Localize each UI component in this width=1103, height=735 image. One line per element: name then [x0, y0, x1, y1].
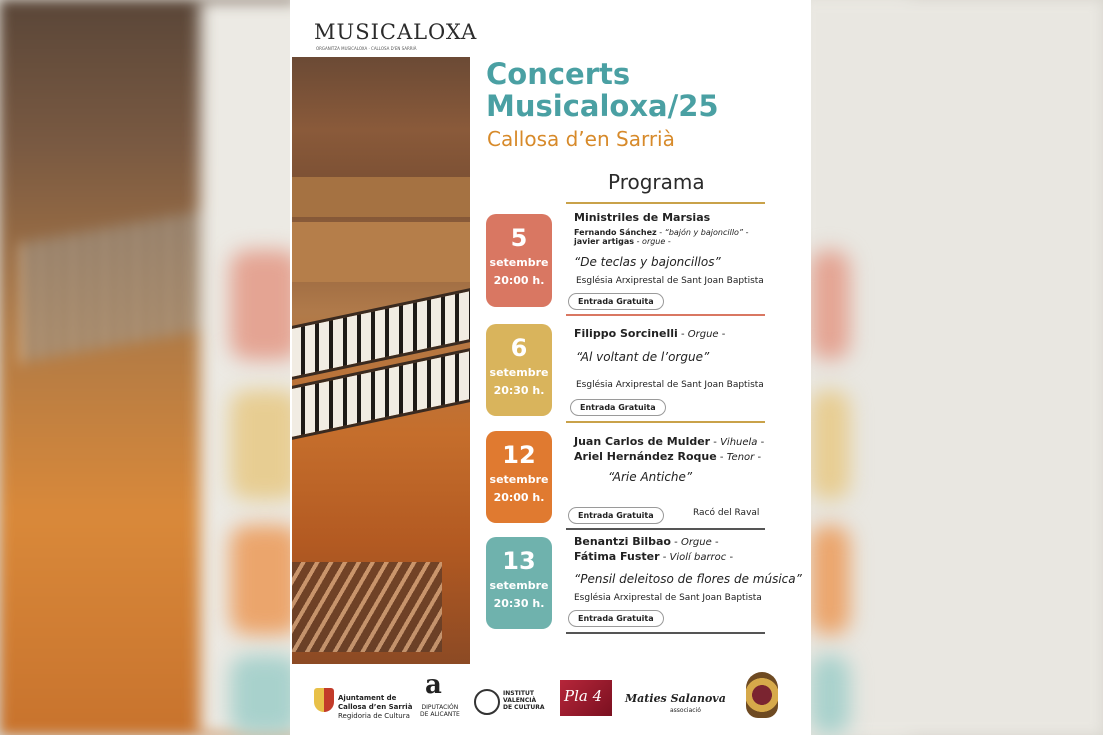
- title-line-1: Concerts: [486, 57, 631, 91]
- performer-name: Fernando Sánchez: [574, 228, 657, 237]
- date-box-12: [486, 431, 552, 523]
- poster-subtitle: Callosa d’en Sarrià: [487, 127, 675, 151]
- performer-name: Filippo Sorcinelli: [574, 327, 678, 340]
- venue: Racó del Raval: [693, 508, 760, 518]
- event-month: setembre: [489, 473, 549, 486]
- performer-role: Vihuela: [720, 437, 758, 448]
- divider: [566, 528, 765, 530]
- performer-role: orgue: [642, 237, 666, 246]
- performer-role: Tenor: [726, 452, 755, 463]
- event-3-details: Juan Carlos de Mulder - Vihuela - Ariel Hernández Roque - Tenor -: [574, 435, 765, 463]
- concert-poster: [290, 0, 811, 735]
- event-month: setembre: [489, 579, 549, 592]
- diputacion-logo: DIPUTACIÓN DE ALICANTE: [420, 704, 460, 718]
- program-title: “Al voltant de l’orgue”: [576, 350, 710, 364]
- blurred-date-box: [810, 250, 850, 360]
- divider: [566, 202, 765, 204]
- event-day: 5: [510, 224, 528, 252]
- blurred-date-box: [810, 525, 850, 635]
- event-day: 13: [502, 547, 536, 575]
- callosa-shield-icon: [314, 688, 334, 712]
- ivc-circle-icon: [474, 689, 500, 715]
- programa-heading: Programa: [608, 170, 705, 194]
- date-box-13: [486, 537, 552, 629]
- event-month: setembre: [489, 366, 549, 379]
- ajuntament-logo: Ajuntament de Callosa d’en Sarrià Regidoria de Cultura: [338, 694, 413, 720]
- event-time: 20:00 h.: [493, 274, 545, 287]
- free-entry-badge: Entrada Gratuita: [570, 399, 666, 416]
- event-day: 12: [502, 441, 536, 469]
- free-entry-badge: Entrada Gratuita: [568, 293, 664, 310]
- event-2-details: Filippo Sorcinelli - Orgue -: [574, 327, 726, 340]
- date-box-6: [486, 324, 552, 416]
- sponsor-bar: [290, 668, 811, 735]
- venue: Església Arxiprestal de Sant Joan Baptista: [576, 276, 764, 286]
- logo-text: MUSICALOXA: [314, 20, 478, 44]
- program-title: “De teclas y bajoncillos”: [574, 255, 721, 269]
- divider: [566, 632, 765, 634]
- program-title: “Arie Antiche”: [608, 470, 693, 484]
- maties-salanova-subtitle: associació: [670, 707, 701, 714]
- performer-name: Ministriles de Marsias: [574, 211, 711, 224]
- divider: [566, 421, 765, 423]
- ivc-logo: INSTITUT VALENCIÀ DE CULTURA: [503, 690, 545, 711]
- event-time: 20:30 h.: [493, 597, 545, 610]
- title-line-2: Musicaloxa/25: [486, 89, 719, 123]
- performer-name: Fátima Fuster: [574, 550, 660, 563]
- performer-name: Ariel Hernández Roque: [574, 450, 717, 463]
- performer-role: Orgue: [680, 537, 712, 548]
- divider: [566, 314, 765, 316]
- performer-role: “bajón y bajoncillo”: [664, 228, 744, 237]
- venue: Església Arxiprestal de Sant Joan Baptista: [576, 380, 764, 390]
- blurred-date-box: [810, 655, 850, 735]
- free-entry-badge: Entrada Gratuita: [568, 507, 664, 524]
- event-day: 6: [510, 334, 528, 362]
- organ-photo: [292, 57, 470, 664]
- event-1-details: Ministriles de Marsias Fernando Sánchez - “bajón y bajoncillo” - javier artigas - orgue -: [574, 211, 749, 246]
- parish-seal-icon: [746, 672, 778, 718]
- poster-title: [486, 58, 719, 122]
- program-title: “Pensil deleitoso de flores de música”: [574, 572, 802, 586]
- date-box-5: [486, 214, 552, 307]
- performer-role: Orgue: [687, 329, 719, 340]
- maties-salanova-logo: Maties Salanova: [625, 692, 726, 705]
- diputacion-a-icon: a: [425, 670, 442, 700]
- performer-name: javier artigas: [574, 237, 635, 246]
- performer-name: Benantzi Bilbao: [574, 535, 671, 548]
- logo-subtitle: ORGANITZA MUSICALOXA · CALLOSA D'EN SARRIÀ: [316, 46, 417, 51]
- free-entry-badge: Entrada Gratuita: [568, 610, 664, 627]
- performer-role: Violí barroc: [669, 552, 727, 563]
- performer-name: Juan Carlos de Mulder: [574, 435, 711, 448]
- event-4-details: Benantzi Bilbao - Orgue - Fátima Fuster - Violí barroc -: [574, 535, 734, 563]
- event-time: 20:00 h.: [493, 491, 545, 504]
- venue: Església Arxiprestal de Sant Joan Baptista: [574, 593, 762, 603]
- pla4-logo: Pla 4: [560, 680, 612, 716]
- musicaloxa-logo: [314, 16, 478, 56]
- event-time: 20:30 h.: [493, 384, 545, 397]
- event-month: setembre: [489, 256, 549, 269]
- blurred-date-box: [810, 390, 850, 500]
